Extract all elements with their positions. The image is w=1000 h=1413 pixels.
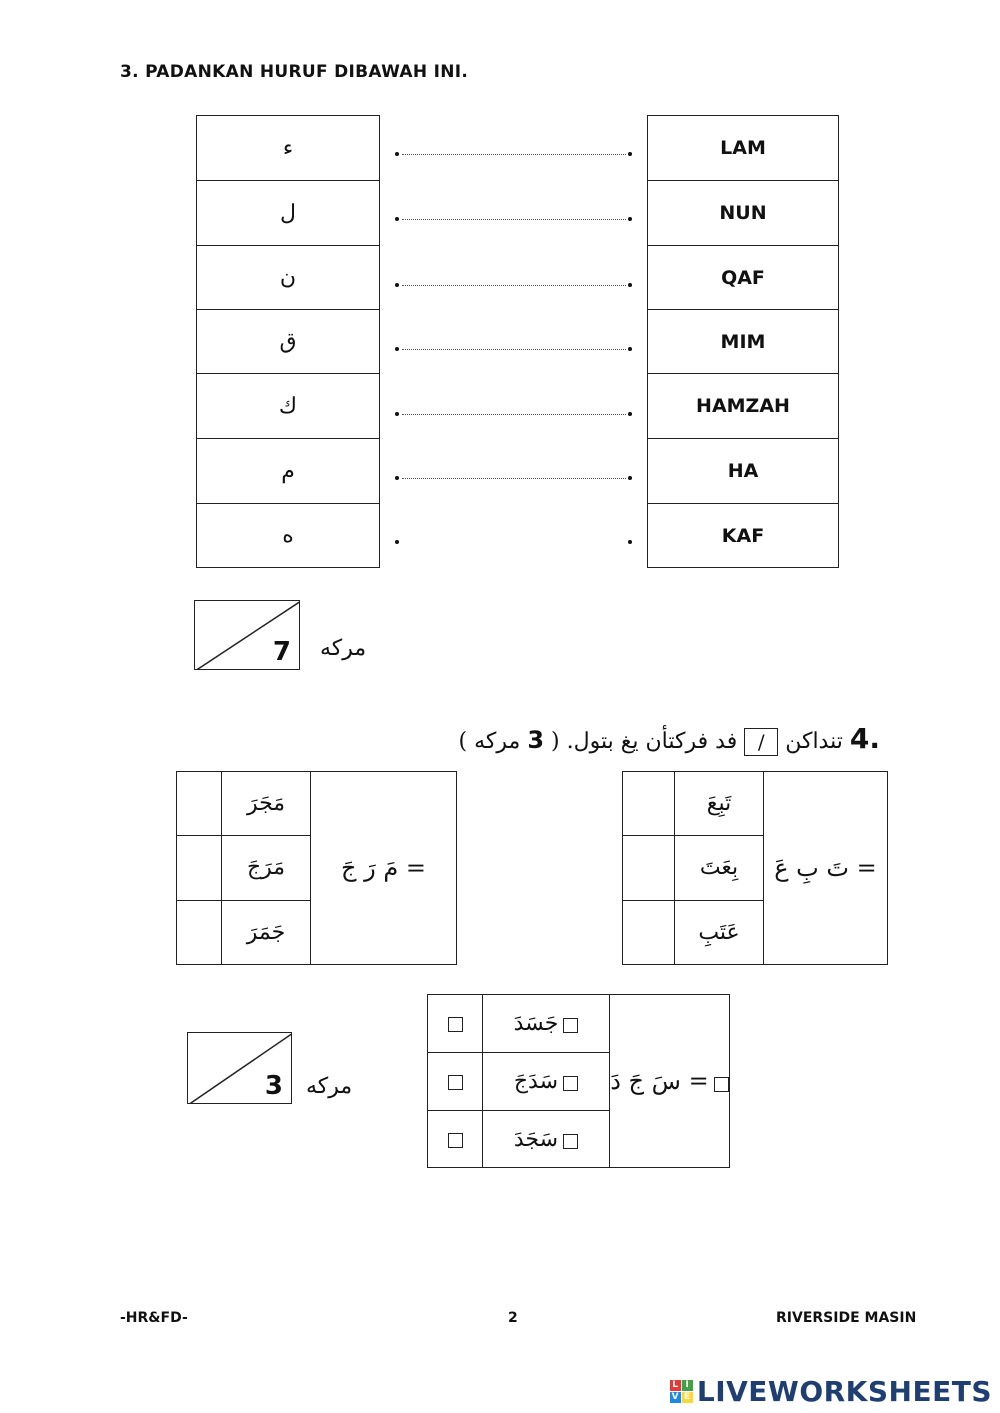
name-cell	[648, 439, 838, 504]
marks-value: 3	[527, 726, 545, 754]
checkbox[interactable]	[563, 1134, 578, 1149]
checkbox[interactable]	[448, 1133, 463, 1148]
checkbox[interactable]	[714, 1077, 729, 1092]
tick-sample-box: /	[744, 728, 778, 756]
answer-cell[interactable]	[177, 772, 222, 836]
match-dot-right[interactable]	[628, 217, 632, 221]
letter-name: HA	[727, 460, 759, 482]
match-dot-right[interactable]	[628, 283, 632, 287]
instruction-text-1: تنداكن	[785, 729, 843, 754]
arabic-letter: ء	[282, 135, 294, 161]
logo-letter: V	[671, 1392, 680, 1402]
name-cell	[648, 116, 838, 181]
word-table-right	[622, 771, 888, 965]
answer-cell[interactable]	[177, 900, 222, 964]
page-number: 2	[508, 1310, 518, 1326]
arabic-letter: ل	[280, 200, 296, 226]
word-option: عَتَبِ	[698, 919, 740, 945]
name-cell	[648, 374, 838, 439]
match-dot-right[interactable]	[628, 347, 632, 351]
answer-cell[interactable]	[428, 995, 483, 1053]
letter-names-column	[647, 115, 839, 568]
word-option: تَبِعَ	[706, 791, 732, 817]
liveworksheets-logo[interactable]	[670, 1375, 992, 1408]
dotted-guide	[402, 219, 626, 220]
score-total: 3	[264, 1071, 283, 1101]
markah-label: مركه	[320, 636, 367, 661]
letter-cell	[197, 310, 379, 374]
checkbox[interactable]	[563, 1018, 578, 1033]
instruction-text-2: فد فركتأن يغ بتول. (	[551, 729, 738, 754]
answer-cell[interactable]	[428, 1053, 483, 1111]
answer-cell[interactable]	[428, 1111, 483, 1168]
footer-right: RIVERSIDE MASIN	[776, 1310, 917, 1326]
name-cell	[648, 310, 838, 374]
match-dot-right[interactable]	[628, 152, 632, 156]
dotted-guide	[402, 285, 626, 286]
arabic-letter: ق	[279, 329, 297, 354]
word-option: بِعَتَ	[699, 855, 739, 881]
match-dot-right[interactable]	[628, 540, 632, 544]
question-4-number: 4.	[849, 722, 880, 755]
letter-name: NUN	[719, 202, 767, 224]
brand-logo-icon	[670, 1380, 693, 1403]
match-dot-left[interactable]	[395, 347, 399, 351]
answer-cell[interactable]	[623, 900, 675, 964]
letter-cell	[197, 246, 379, 310]
word-table-bottom	[427, 994, 730, 1168]
letters-key: تَ بِ عَ =	[774, 854, 877, 882]
word-option: مَجَرَ	[246, 791, 286, 817]
match-dot-right[interactable]	[628, 476, 632, 480]
answer-cell[interactable]	[623, 836, 675, 900]
arabic-letter: ك	[278, 393, 298, 419]
word-option: جَمَرَ	[246, 919, 286, 945]
checkbox[interactable]	[563, 1076, 578, 1091]
letters-key: مَ رَ جَ =	[341, 854, 426, 882]
question-4-instruction	[459, 722, 880, 756]
logo-letter: E	[682, 1392, 693, 1403]
match-dot-left[interactable]	[395, 540, 399, 544]
logo-letter: I	[682, 1380, 693, 1391]
logo-letter: L	[670, 1380, 681, 1391]
name-cell	[648, 181, 838, 246]
dotted-guide	[402, 154, 626, 155]
match-dot-left[interactable]	[395, 217, 399, 221]
letter-cell	[197, 116, 379, 181]
arabic-letter: ن	[279, 265, 297, 290]
letter-cell	[197, 374, 379, 439]
name-cell	[648, 504, 838, 567]
score-total: 7	[272, 637, 291, 667]
letter-name: HAMZAH	[696, 395, 790, 417]
word-option: مَرَجَ	[246, 855, 286, 881]
word-option: سَجَدَ	[513, 1126, 559, 1152]
letter-name: KAF	[721, 524, 765, 547]
brand-name: LIVEWORKSHEETS	[696, 1375, 992, 1408]
match-dot-right[interactable]	[628, 412, 632, 416]
dotted-guide	[402, 349, 626, 350]
match-dot-left[interactable]	[395, 152, 399, 156]
letter-cell	[197, 181, 379, 246]
letter-name: MIM	[720, 330, 766, 353]
arabic-letter: ه	[282, 523, 294, 548]
answer-cell[interactable]	[177, 836, 222, 900]
score-box-q4	[187, 1032, 292, 1104]
markah-label: مركه	[306, 1074, 353, 1099]
marks-label: مركه )	[458, 729, 521, 754]
checkbox[interactable]	[448, 1075, 463, 1090]
match-dot-left[interactable]	[395, 412, 399, 416]
word-option: جَسَدَ	[513, 1011, 559, 1036]
letters-key: سَ جَ دَ =	[610, 1067, 709, 1095]
word-table-left	[176, 771, 457, 965]
arabic-letter: م	[281, 458, 295, 484]
letter-name: LAM	[720, 137, 766, 159]
match-dot-left[interactable]	[395, 283, 399, 287]
dotted-guide	[402, 414, 626, 415]
answer-cell[interactable]	[623, 772, 675, 836]
score-box-q3	[194, 600, 300, 670]
question-3-title: 3. PADANKAN HURUF DIBAWAH INI.	[120, 62, 469, 82]
letter-cell	[197, 439, 379, 504]
arabic-letters-column	[196, 115, 380, 568]
dotted-guide	[402, 478, 626, 479]
letter-cell	[197, 504, 379, 567]
match-dot-left[interactable]	[395, 476, 399, 480]
name-cell	[648, 246, 838, 310]
word-option: سَدَجَ	[513, 1069, 559, 1094]
footer-left: -HR&FD-	[120, 1310, 188, 1326]
checkbox[interactable]	[448, 1017, 463, 1032]
letter-name: QAF	[721, 266, 765, 289]
